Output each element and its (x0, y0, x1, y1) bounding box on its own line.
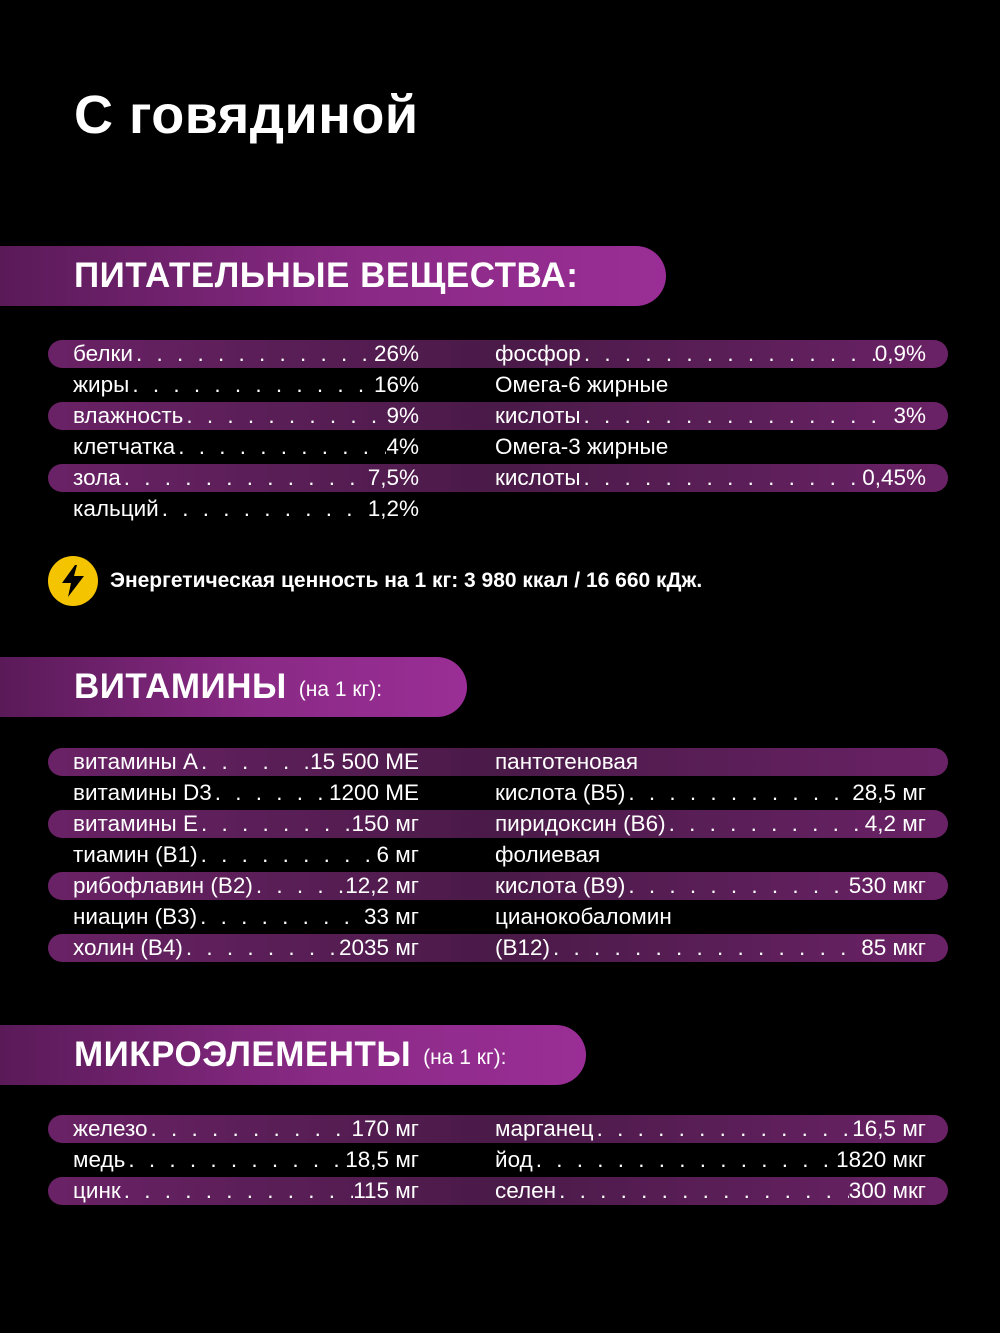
dot-leader (133, 341, 374, 367)
row-label: витамины А (73, 748, 198, 774)
row-label: кальций (73, 495, 159, 521)
dot-leader (125, 1147, 345, 1173)
row-value: 170 мг (351, 1115, 419, 1141)
row-label: пантотеновая (495, 748, 639, 774)
energy-note (48, 556, 702, 606)
vitamins-banner (0, 657, 467, 717)
dot-leader (121, 1178, 353, 1204)
nutrients-row (73, 338, 419, 369)
row-value: 1820 мкг (836, 1146, 926, 1172)
nutrients-row (495, 431, 926, 462)
row-value: 0,9% (874, 340, 926, 366)
row-label: цианокобаломин (495, 903, 672, 929)
row-value: 16% (373, 371, 419, 397)
nutrients-row (495, 462, 926, 493)
row-label: витамины D3 (73, 779, 212, 805)
nutrients-row (495, 338, 926, 369)
nutrients-banner (0, 246, 666, 306)
nutrients-heading: ПИТАТЕЛЬНЫЕ ВЕЩЕСТВА: (74, 256, 579, 295)
minerals-row (73, 1113, 419, 1144)
row-value: 15 500 МЕ (310, 748, 419, 774)
dot-leader (212, 780, 329, 806)
row-value: 85 мкг (861, 934, 926, 960)
minerals-row (73, 1175, 419, 1206)
row-label: тиамин (B1) (73, 841, 198, 867)
dot-leader (198, 842, 377, 868)
nutrients-row (73, 400, 419, 431)
vitamins-row (495, 870, 926, 901)
row-value: 28,5 мг (852, 779, 926, 805)
row-label: белки (73, 340, 133, 366)
row-value: 12,2 мг (345, 872, 419, 898)
nutrients-row (73, 431, 419, 462)
row-label: цинк (73, 1177, 121, 1203)
vitamins-heading: ВИТАМИНЫ (74, 667, 287, 706)
row-label: кислота (B9) (495, 872, 626, 898)
row-label: ниацин (B3) (73, 903, 198, 929)
row-label: йод (495, 1146, 533, 1172)
vitamins-row (495, 746, 926, 777)
dot-leader (121, 465, 368, 491)
row-value: 530 мкг (848, 872, 926, 898)
row-value: 1200 МЕ (328, 779, 419, 805)
vitamins-row (73, 932, 419, 963)
dot-leader (581, 465, 863, 491)
page-title: С говядиной (74, 85, 419, 145)
nutrients-row (495, 400, 926, 431)
row-label: жиры (73, 371, 130, 397)
vitamins-row (73, 839, 419, 870)
dot-leader (581, 341, 875, 367)
row-value: 18,5 мг (345, 1146, 419, 1172)
dot-leader (550, 935, 861, 961)
dot-leader (253, 873, 345, 899)
row-label: пиридоксин (B6) (495, 810, 666, 836)
row-value: 26% (373, 340, 419, 366)
dot-leader (159, 496, 368, 522)
minerals-row (495, 1144, 926, 1175)
row-value: 300 мкг (848, 1177, 926, 1203)
vitamins-row (73, 777, 419, 808)
row-value: 115 мг (353, 1177, 419, 1203)
row-value: 0,45% (862, 464, 926, 490)
dot-leader (556, 1178, 849, 1204)
row-label: марганец (495, 1115, 594, 1141)
row-label: кислоты (495, 464, 581, 490)
vitamins-row (73, 746, 419, 777)
vitamins-row (73, 870, 419, 901)
nutrients-row (73, 493, 419, 524)
vitamins-row (73, 901, 419, 932)
row-value: 150 мг (351, 810, 419, 836)
dot-leader (129, 372, 374, 398)
row-value: 4% (386, 433, 419, 459)
row-value: 9% (386, 402, 419, 428)
nutrients-row (73, 369, 419, 400)
row-label: медь (73, 1146, 126, 1172)
row-label: зола (73, 464, 121, 490)
row-value: 7,5% (367, 464, 419, 490)
row-label: селен (495, 1177, 557, 1203)
vitamins-subheading: (на 1 кг): (298, 678, 383, 701)
row-label: клетчатка (73, 433, 176, 459)
energy-text: Энергетическая ценность на 1 кг: 3 980 ккал / 16 660 кДж. (110, 569, 703, 592)
vitamins-row (73, 808, 419, 839)
dot-leader (198, 811, 352, 837)
vitamins-row (495, 808, 926, 839)
dot-leader (148, 1116, 352, 1142)
dot-leader (666, 811, 865, 837)
dot-leader (594, 1116, 853, 1142)
row-label: рибофлавин (B2) (73, 872, 253, 898)
vitamins-row (495, 839, 926, 870)
row-label: (B12) (495, 934, 551, 960)
row-label: фолиевая (495, 841, 601, 867)
dot-leader (183, 403, 386, 429)
row-label: Омега-3 жирные (495, 433, 669, 459)
row-label: фосфор (495, 340, 581, 366)
vitamins-row (495, 932, 926, 963)
vitamins-row (495, 901, 926, 932)
dot-leader (533, 1147, 836, 1173)
row-value: 33 мг (364, 903, 419, 929)
lightning-icon (48, 556, 98, 606)
vitamins-row (495, 777, 926, 808)
minerals-heading: МИКРОЭЛЕМЕНТЫ (74, 1035, 412, 1074)
minerals-row (495, 1113, 926, 1144)
row-label: железо (73, 1115, 148, 1141)
row-label: холин (B4) (73, 934, 183, 960)
minerals-row (73, 1144, 419, 1175)
nutrients-row (73, 462, 419, 493)
row-label: кислоты (495, 402, 581, 428)
nutrients-row (495, 369, 926, 400)
row-label: витамины Е (73, 810, 198, 836)
row-value: 4,2 мг (864, 810, 926, 836)
row-value: 6 мг (376, 841, 419, 867)
row-value: 1,2% (367, 495, 419, 521)
row-value: 16,5 мг (852, 1115, 926, 1141)
minerals-row (495, 1175, 926, 1206)
row-label: кислота (B5) (495, 779, 626, 805)
minerals-banner (0, 1025, 586, 1085)
dot-leader (581, 403, 894, 429)
dot-leader (625, 873, 848, 899)
minerals-subheading: (на 1 кг): (423, 1046, 507, 1069)
dot-leader (625, 780, 852, 806)
dot-leader (175, 434, 386, 460)
row-value: 3% (893, 402, 926, 428)
row-value: 2035 мг (339, 934, 419, 960)
row-label: влажность (73, 402, 184, 428)
dot-leader (197, 904, 364, 930)
dot-leader (198, 749, 310, 775)
dot-leader (183, 935, 339, 961)
row-label: Омега-6 жирные (495, 371, 669, 397)
